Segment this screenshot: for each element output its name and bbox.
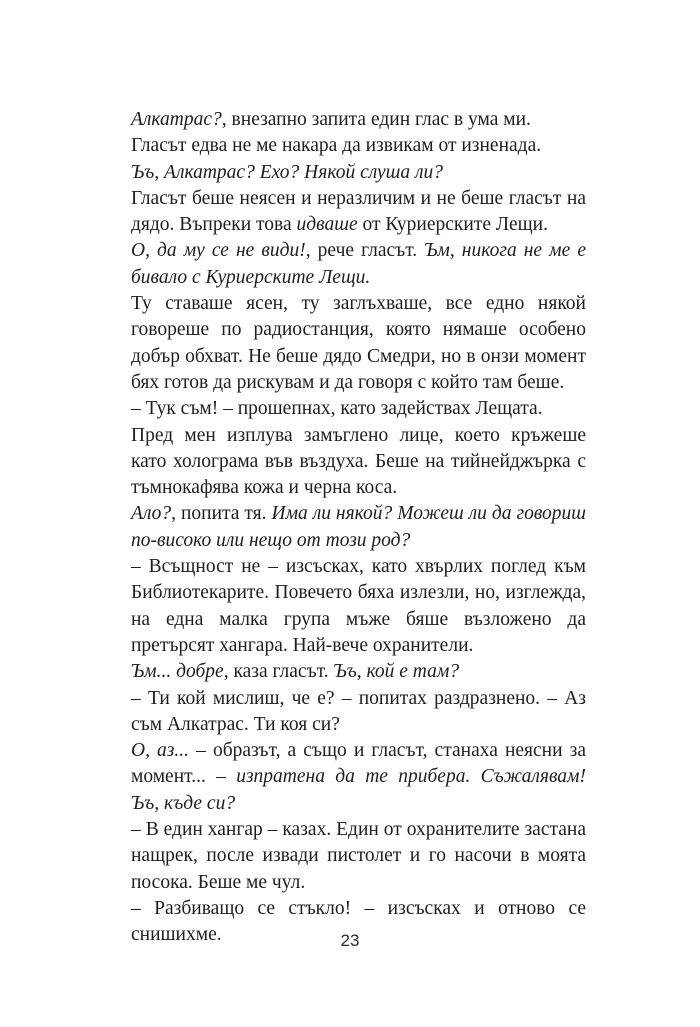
- italic-text-run: Ало?: [131, 503, 172, 525]
- italic-text-run: Има ли някой? Можеш ли да говориш по-високо или нещо от този род?: [131, 503, 586, 551]
- paragraph: [131, 738, 586, 817]
- italic-text-run: Ъм, никога не ме е бивало с Куриерските Лещи.: [131, 240, 586, 288]
- paragraph: [131, 659, 586, 685]
- italic-text-run: Алкатрас?: [131, 109, 222, 130]
- paragraph: [131, 133, 586, 159]
- text-run: Гласът беше неясен и неразличим и не беше гласът на дядо. Въпреки това: [131, 187, 586, 236]
- text-run: , внезапно запита един глас в ума ми.: [221, 109, 531, 130]
- paragraph: [131, 554, 586, 659]
- text-run: – Всъщност не – изсъсках, като хвърлих поглед към Библиотекарите. Повечето бяха излезли, но, изглежда, на една малка група мъже бяше възложено да претърсят хангара. Най-вече охранители.: [131, 556, 586, 656]
- text-run: – Разбиващо се стъкло! – изсъсках и отново се снишихме.: [131, 897, 586, 946]
- text-run: – образът, а също и гласът, станаха неясни за момент... –: [131, 740, 586, 788]
- text-run: Гласът едва не ме накара да извикам от изненада.: [131, 135, 542, 157]
- italic-text-run: Ъъ, Алкатрас? Ехо? Някой слуша ли?: [131, 161, 443, 183]
- paragraph: [131, 186, 586, 239]
- text-run: – Ти кой мислиш, че е? – попитах раздразнено. – Аз съм Алкатрас. Ти коя си?: [131, 687, 586, 735]
- page-number: 23: [340, 931, 360, 950]
- paragraph: [131, 501, 586, 554]
- paragraph: [131, 238, 586, 291]
- paragraph: [131, 291, 586, 396]
- paragraph: [131, 817, 586, 896]
- paragraph: [131, 160, 586, 186]
- paragraph: [131, 423, 586, 502]
- italic-text-run: изпратена да те прибера. Съжалявам! Ъъ, къде си?: [131, 766, 586, 814]
- italic-text-run: О, аз...: [131, 740, 190, 762]
- text-run: Ту ставаше ясен, ту заглъхваше, все едно някой говореше по радиостанция, която нямаше особено добър обхват. Не беше дядо Смедри, но в онзи момент бях готов да рискувам и да говоря с който там беше.: [131, 293, 586, 393]
- text-run: Пред мен изплува замъглено лице, което кръжеше като холограма във въздуха. Беше на тийнейджърка с тъмнокафява кожа и черна коса.: [131, 424, 586, 499]
- italic-text-run: Ъм... добре,: [131, 661, 229, 683]
- text-run: – В един хангар – казах. Един от охранителите застана нащрек, после извади пистолет и го насочи в моята посока. Беше ме чул.: [131, 819, 586, 893]
- text-run: от Куриерските Лещи.: [357, 214, 548, 236]
- paragraph: [131, 107, 586, 133]
- body-text: [131, 107, 586, 949]
- paragraph: [131, 686, 586, 739]
- italic-text-run: О, да му се не види!: [131, 240, 306, 262]
- italic-text-run: Ъъ, кой е там?: [333, 661, 460, 683]
- paragraph: [131, 396, 586, 422]
- text-run: – Тук съм! – прошепнах, като задействах Лещата.: [131, 398, 543, 420]
- text-run: каза гласът.: [228, 661, 334, 683]
- text-run: , попита тя.: [171, 503, 272, 525]
- text-run: , рече гласът.: [305, 240, 425, 262]
- italic-text-run: идваше: [296, 214, 358, 236]
